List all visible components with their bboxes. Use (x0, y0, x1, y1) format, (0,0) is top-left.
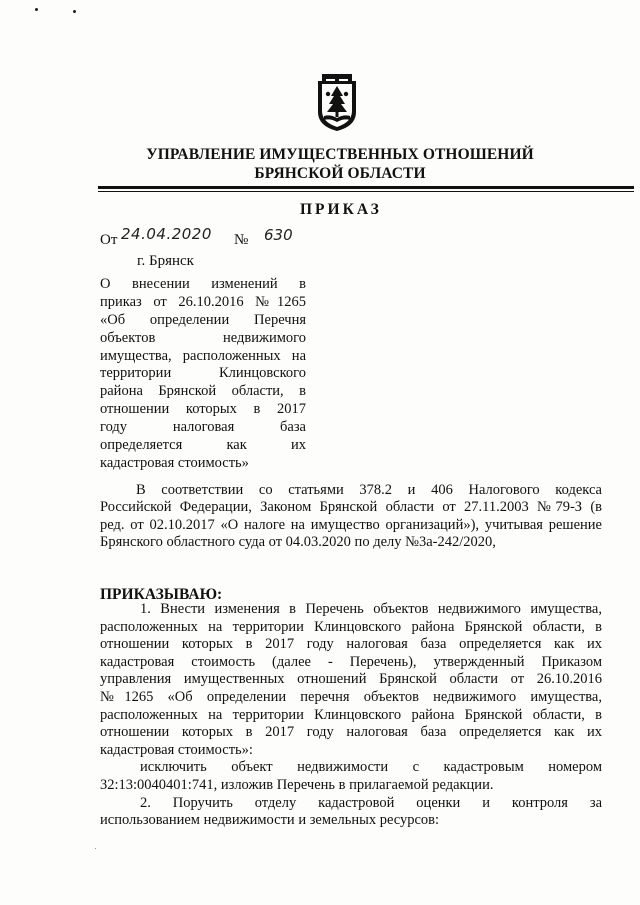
subject-line: О внесении изменений в (100, 276, 306, 292)
bryansk-coat-of-arms-icon (316, 74, 358, 132)
organization-name-line-2: БРЯНСКОЙ ОБЛАСТИ (254, 165, 426, 182)
item-line: управления имущественных отношений Брянской области от 26.10.2016 (100, 671, 602, 688)
header-divider-thin (98, 191, 634, 192)
item-line: кадастровая стоимость (далее - Перечень), утвержденный Приказом (100, 653, 602, 670)
handwritten-number: 630 (264, 226, 293, 244)
subject-line: «Об определении Перечня (100, 311, 306, 328)
subject-line: году налоговая база (100, 419, 306, 436)
order-heading: ПРИКАЗЫВАЮ: (100, 586, 223, 603)
item-line: использованием недвижимости и земельных ресурсов: (100, 812, 440, 829)
item-line: отношении которых в 2017 году налоговая база определяется как их (100, 724, 602, 741)
item-line: расположенных на территории Клинцовского района Брянской области, в (100, 618, 602, 635)
handwritten-date: 24.04.2020 (121, 225, 212, 243)
number-label: № (234, 232, 249, 248)
subject-line: территории Клинцовского (100, 365, 306, 382)
item-line: 1. Внести изменения в Перечень объектов недвижимого имущества, (140, 601, 602, 617)
subject-line: отношении которых в 2017 (100, 401, 306, 418)
item-line: исключить объект недвижимости с кадастровым номером (140, 759, 602, 776)
subject-line: района Брянской области, в (100, 383, 306, 400)
organization-name-line-1: УПРАВЛЕНИЕ ИМУЩЕСТВЕННЫХ ОТНОШЕНИЙ (146, 146, 534, 163)
scan-speck (35, 8, 38, 11)
scan-speck (95, 848, 96, 849)
scan-speck (73, 10, 76, 13)
subject-line: определяется как их (100, 437, 306, 454)
document-title: ПРИКАЗ (300, 201, 382, 218)
city-name: г. Брянск (137, 253, 194, 269)
item-line: кадастровая стоимость»: (100, 741, 253, 758)
basis-line: Брянского областного суда от 04.03.2020 по делу №3а-242/2020, (100, 534, 496, 551)
subject-line: кадастровая стоимость» (100, 454, 249, 471)
legal-basis-paragraph (100, 482, 602, 552)
basis-line: Российской Федерации, Законом Брянской области от 27.11.2003 №79-З (в (100, 499, 602, 516)
basis-line: ред. от 02.10.2017 «О налоге на имущество организаций»), учитывая решение (100, 516, 602, 533)
header-divider-thick (98, 186, 634, 189)
subject-line: приказ от 26.10.2016 №1265 (100, 293, 306, 310)
subject-line: объектов недвижимого (100, 329, 306, 346)
item-line: №1265 «Об определении перечня объектов недвижимого имущества, (100, 688, 602, 705)
basis-line: В соответствии со статьями 378.2 и 406 Налогового кодекса (136, 482, 602, 498)
date-prefix: От (100, 232, 118, 248)
item-line: расположенных на территории Клинцовского района Брянской области, в (100, 706, 602, 723)
item-line: 32:13:0040401:741, изложив Перечень в прилагаемой редакции. (100, 776, 494, 793)
item-line: 2. Поручить отделу кадастровой оценки и контроля за (140, 794, 602, 811)
order-items (100, 601, 602, 830)
item-line: отношении которых в 2017 году налоговая база определяется как их (100, 636, 602, 653)
order-subject (100, 276, 306, 473)
subject-line: имущества, расположенных на (100, 347, 306, 364)
